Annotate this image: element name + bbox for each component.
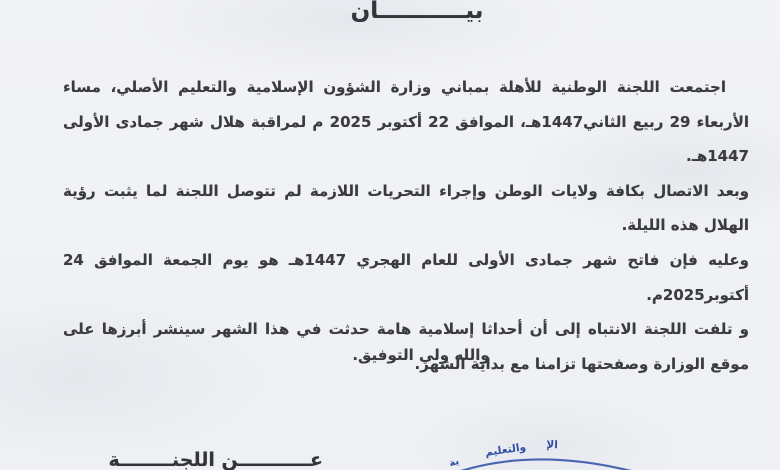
stamp-arc-text-middle: والتعليم [484, 441, 527, 459]
stamp-arc-text-left: ية [447, 455, 461, 470]
stamp-arc-text-right: الإ [546, 438, 559, 452]
statement-body [63, 70, 749, 381]
stamp-border-arc [436, 459, 650, 470]
committee-signature: عـــــــــــن اللجنــــــــة [108, 449, 323, 470]
statement-paragraph: وعليه فإن فاتح شهر جمادى الأولى للعام الهجري 1447هـ هو يوم الجمعة الموافق 24 أكتوبر2025م. [63, 250, 749, 304]
ministry-stamp [428, 438, 653, 470]
statement-title: بيـــــــــــان [350, 0, 484, 24]
closing-phrase: والله ولي التوفيق. [352, 346, 490, 364]
statement-paragraph: اجتمعت اللجنة الوطنية للأهلة بمباني وزارة الشؤون الإسلامية والتعليم الأصلي، مساء الأربعاء 29 ربيع الثاني1447هـ، الموافق 22 أكتوبر 2025 م لمراقبة هلال شهر جمادى الأولى 1447هـ. [63, 78, 750, 166]
statement-paragraph: و تلفت اللجنة الانتباه إلى أن أحداثا إسلامية هامة حدثت في هذا الشهر سينشر أبرزها على موقع الوزارة وصفحتها تزامنا مع بداية الشهر. [63, 320, 749, 373]
statement-paragraph: وبعد الاتصال بكافة ولايات الوطن وإجراء التحريات اللازمة لم تتوصل اللجنة لما يثبت رؤية الهلال هذه الليلة. [63, 181, 749, 235]
